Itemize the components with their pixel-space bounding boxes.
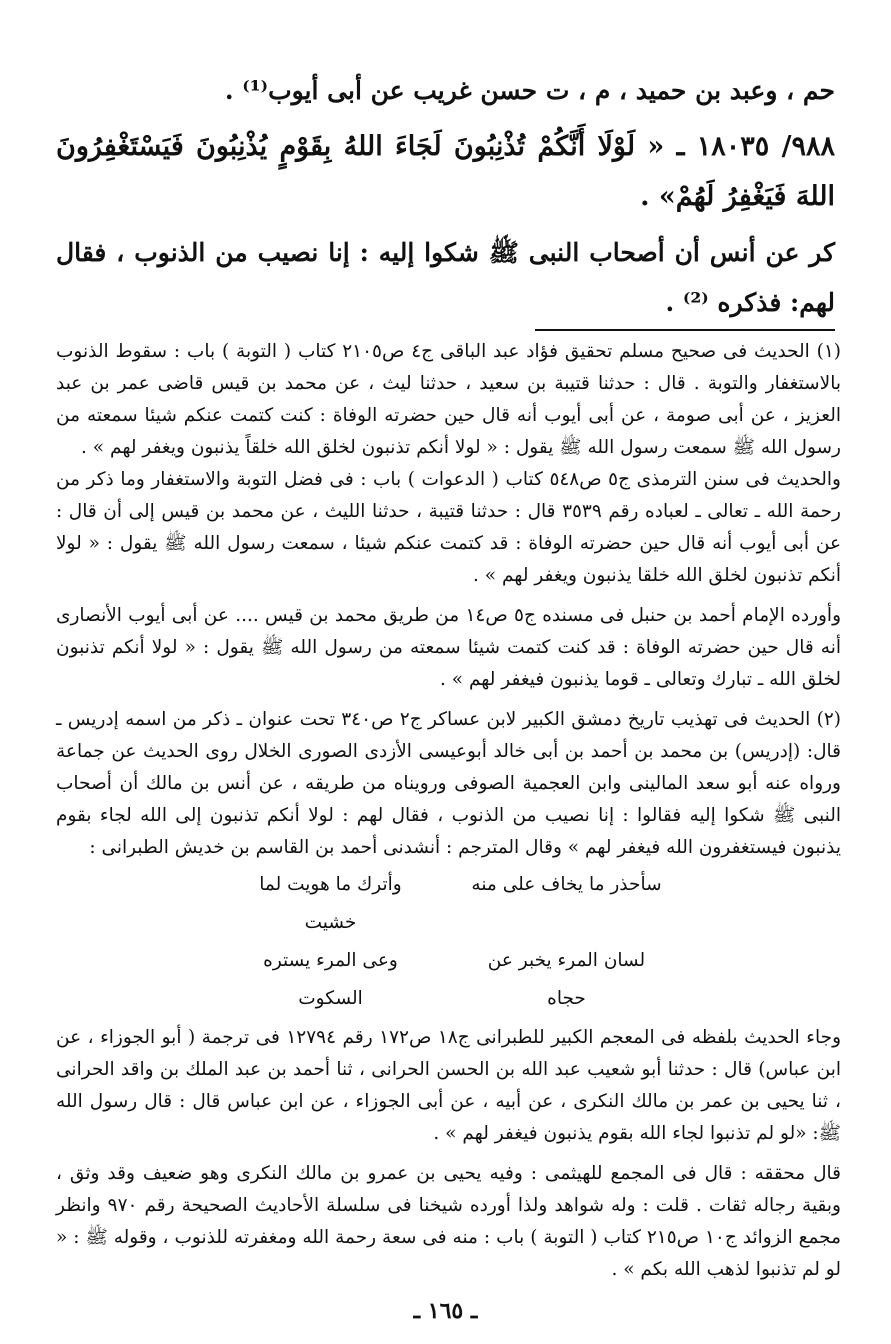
footnotes (56, 336, 841, 1286)
footnote-1-part-3: وأورده الإمام أحمد بن حنبل فى مسنده ج٥ ص١٤ من طريق محمد بن قيس .... عن أبى أيوب الأنصارى أنه قال حين حضرته الوفاة : قد كنت كتمت شيئا سمعته من رسول الله ﷺ يقول : « لولا أنكم تذنبون لخلق الله ـ تبارك وتعالى ـ قوما يذنبون فيغفر لهم » . (56, 605, 842, 690)
verse-left-hemistich: وأترك ما هويت لما خشيت (259, 874, 402, 933)
verse-right-hemistich: لسان المرء يخبر عن حجاه (487, 950, 646, 1009)
verse-left-hemistich: وعى المرء يستره السكوت (263, 950, 398, 1009)
footnote-2-part-3: قال محققه : قال فى المجمع للهيثمى : وفيه يحيى بن عمرو بن مالك النكرى وهو ضعيف وقد وثق ، وبقية رجاله ثقات . قلت : وله شواهد ولذا أورده شيخنا فى سلسلة الأحاديث الصحيحة رقم ٩٧٠ وانظر مجمع الزوائد ج١٠ ص٢١٥ كتاب ( التوبة ) باب : منه فى سعة رحمة الله ومغفرته للذنوب ، وقوله ﷺ : « لو لم تذنبوا لذهب الله بكم » . (56, 1163, 841, 1280)
page-number: ـ ١٦٥ ـ (413, 1298, 478, 1324)
poem-verse (231, 866, 667, 942)
footnote-1-part-2: والحديث فى سنن الترمذى ج٥ ص٥٤٨ كتاب ( الدعوات ) باب : فى فضل التوبة والاستغفار وما ذكر من رحمة الله ـ تعالى ـ لعباده رقم ٣٥٣٩ قال : حدثنا قتيبة ، حدثنا الليث ، عن محمد بن قيس إلى أن قال : عن أبى أيوب أنه قال حين حضرته الوفاة : قد كتمت عنكم شيئا ، سمعت رسول الله ﷺ يقول : « لولا أنكم تذنبون لخلق الله خلقا يذنبون ويغفر لهم » . (56, 469, 841, 586)
narration-paragraph: كر عن أنس أن أصحاب النبى ﷺ شكوا إليه : إنا نصيب من الذنوب ، فقال لهم: فذكره ⁽²⁾ . (56, 238, 835, 317)
poem-verse (231, 942, 667, 1018)
hadith-text: ٩٨٨/ ١٨٠٣٥ ـ « لَوْلَا أَنَّكُمْ تُذْنِبُونَ لَجَاءَ اللهُ بِقَوْمٍ يُذْنِبُونَ فَيَسْتَغْفِرُونَ اللهَ فَيَغْفِرُ لَهُمْ» . (56, 131, 835, 212)
poem-verses (56, 866, 841, 1018)
source-line: حم ، وعبد بن حميد ، م ، ت حسن غريب عن أبى أيوب⁽¹⁾ . (224, 76, 835, 105)
footnote-separator (535, 329, 835, 331)
verse-right-hemistich: سأحذر ما يخاف على منه (471, 874, 662, 895)
footnote-2-part-1: (٢) الحديث فى تهذيب تاريخ دمشق الكبير لابن عساكر ج٢ ص٣٤٠ تحت عنوان ـ ذكر من اسمه إدريس ـ قال: (إدريس) بن محمد بن أحمد بن أبى خالد أبوعيسى الأزدى الصورى الخلال روى الحديث عن جماعة ورواه عنه أبو سعد المالينى وابن العجمية الصوفى ورويناه من طريقه ، عن أنس بن مالك أن أصحاب النبى ﷺ شكوا إليه فقالوا : إنا نصيب من الذنوب ، فقال لهم : لولا أنكم تذنبون إلى الله لجاء بقوم يذنبون فيستغفرون الله فيغفر لهم » وقال المترجم : أنشدنى أحمد بن القاسم بن خديش الطبرانى : (56, 709, 842, 858)
footnote-2-part-2: وجاء الحديث بلفظه فى المعجم الكبير للطبرانى ج١٨ ص١٧٢ رقم ١٢٧٩٤ فى ترجمة ( أبو الجوزاء ، عن ابن عباس) قال : حدثنا أبو شعيب عبد الله بن الحسن الحرانى ، ثنا أحمد بن عبد الملك بن واقد الحرانى ، ثنا يحيى بن عمر بن مالك النكرى ، عن أبيه ، عن أبى الجوزاء ، عن ابن عباس قال : قال رسول الله ﷺ: «لو لم تذنبوا لجاء الله بقوم يذنبون فيغفر لهم » . (56, 1027, 842, 1144)
footnote-1-part-1: (١) الحديث فى صحيح مسلم تحقيق فؤاد عبد الباقى ج٤ ص٢١٠٥ كتاب ( التوبة ) باب : سقوط الذنوب بالاستغفار والتوبة . قال : حدثنا قتيبة بن سعيد ، حدثنا ليث ، عن محمد بن قيس قاضى عمر بن عبد العزيز ، عن أبى صومة ، عن أبى أيوب أنه قال حين حضرته الوفاة : كنت كتمت عنكم شيئا سمعته من رسول الله ﷺ سمعت رسول الله ﷺ يقول : « لولا أنكم تذنبون لخلق الله خلقاً يذنبون ويغفر لهم » . (56, 341, 841, 458)
main-text (56, 66, 835, 328)
